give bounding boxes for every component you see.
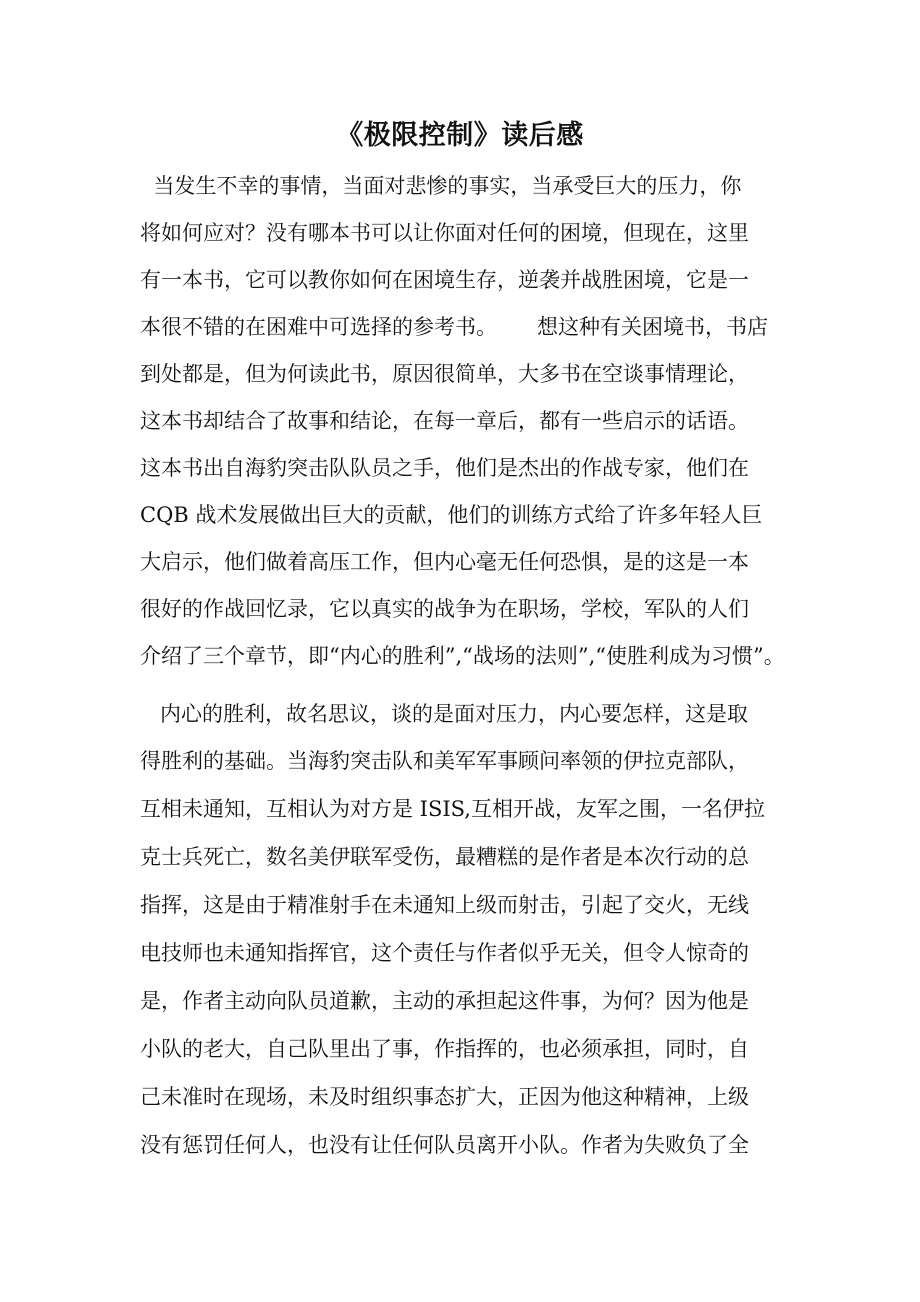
body-line: CQB 战术发展做出巨大的贡献，他们的训练方式给了许多年轻人巨 [140, 503, 763, 527]
body-line: 是，作者主动向队员道歉，主动的承担起这件事，为何？因为他是 [140, 989, 749, 1013]
body-line: 这本书却结合了故事和结论，在每一章后，都有一些启示的话语。 [140, 409, 749, 433]
body-line: 大启示，他们做着高压工作，但内心毫无任何恐惧，是的这是一本 [140, 550, 749, 574]
body-line: 很好的作战回忆录，它以真实的战争为在职场，学校，军队的人们 [140, 597, 749, 621]
body-line: 指挥，这是由于精准射手在未通知上级而射击，引起了交火，无线 [140, 893, 749, 917]
body-line: 到处都是，但为何读此书，原因很简单，大多书在空谈事情理论， [140, 362, 749, 386]
body-line: 介绍了三个章节，即“内心的胜利”,“战场的法则”,“使胜利成为习惯”。 [140, 644, 785, 668]
body-line: 电技师也未通知指挥官，这个责任与作者似乎无关，但令人惊奇的 [140, 941, 749, 965]
body-line: 有一本书，它可以教你如何在困境生存，逆袭并战胜困境，它是一 [140, 268, 749, 292]
body-line: 得胜利的基础。当海豹突击队和美军军事顾问率领的伊拉克部队， [140, 749, 749, 773]
body-line: 克士兵死亡，数名美伊联军受伤，最糟糕的是作者是本次行动的总 [140, 845, 749, 869]
body-line: 没有惩罚任何人，也没有让任何队员离开小队。作者为失败负了全 [140, 1133, 749, 1157]
body-line: 互相未通知，互相认为对方是 ISIS,互相开战，友军之围，一名伊拉 [140, 797, 765, 821]
body-line: 这本书出自海豹突击队队员之手，他们是杰出的作战专家，他们在 [140, 456, 749, 480]
body-line: 将如何应对？没有哪本书可以让你面对任何的困境，但现在，这里 [140, 221, 749, 245]
document-title: 《极限控制》读后感 [336, 120, 584, 151]
body-line: 己未准时在现场，未及时组织事态扩大，正因为他这种精神，上级 [140, 1085, 749, 1109]
body-line: 内心的胜利，故名思议，谈的是面对压力，内心要怎样，这是取 [140, 702, 749, 726]
body-line: 小队的老大，自己队里出了事，作指挥的，也必须承担，同时，自 [140, 1037, 749, 1061]
body-line: 当发生不幸的事情，当面对悲惨的事实，当承受巨大的压力，你 [140, 174, 742, 198]
body-line: 本很不错的在困难中可选择的参考书。 想这种有关困境书，书店 [140, 315, 769, 339]
